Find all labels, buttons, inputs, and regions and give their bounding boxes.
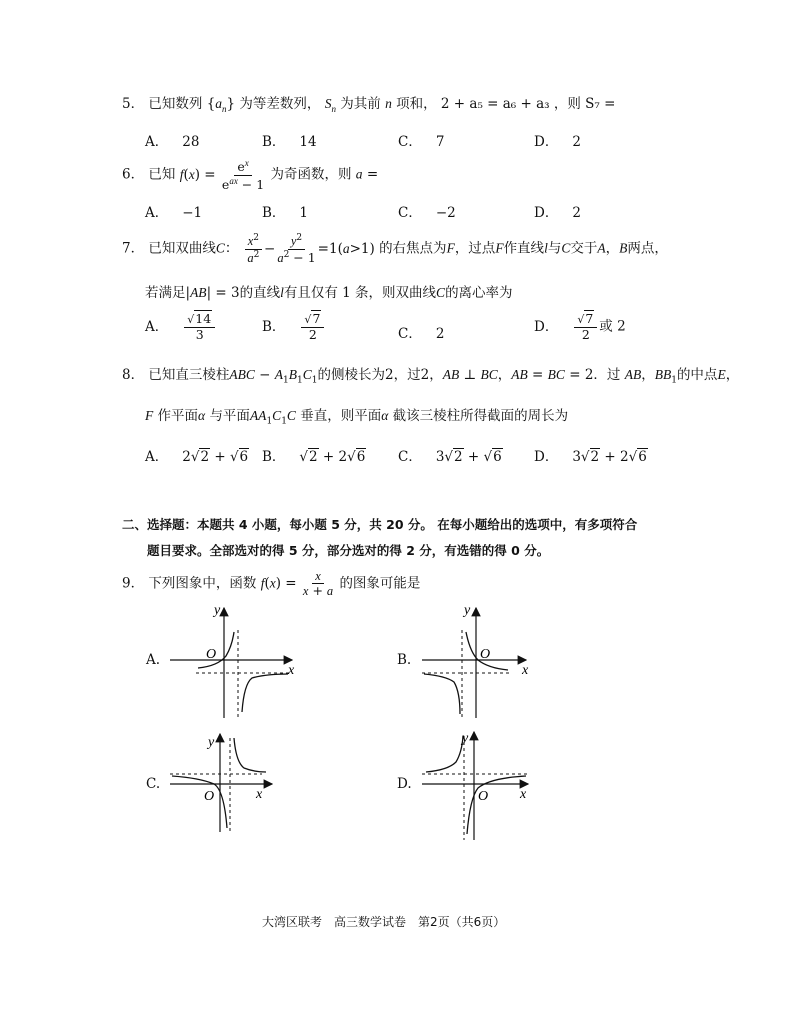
graph-b[interactable] — [418, 602, 548, 724]
option-c[interactable]: C． 2 — [398, 326, 445, 342]
option-b[interactable]: B． 1 — [262, 205, 309, 221]
question-number: 7． — [122, 240, 145, 257]
option-c[interactable]: C． −2 — [398, 205, 456, 221]
svg-text:O: O — [206, 647, 217, 662]
option-a[interactable]: A． −1 — [145, 205, 203, 221]
question-8: 8． 已知直三棱柱ABC − $A_1B_1C_1$的侧棱长为2，过2，AB ⊥ BC，AB = BC = 2．过 AB，$BB_1$的中点E， — [122, 367, 740, 386]
question-7: 7． 已知双曲线C： $\frac{x^2}{a^2}$ − $\frac{y^2}{a^2 - 1}$ =1(a>1) 的右焦点为F，过点F作直线l与C交于A，B两点， — [122, 233, 668, 265]
section-2-heading-line2: 题目要求。全部选对的得 5 分，部分选对的得 2 分，有选错的得 0 分。 — [147, 543, 550, 558]
graph-b-label[interactable]: B. — [397, 652, 412, 668]
svg-text:x: x — [522, 663, 529, 678]
svg-text:y: y — [214, 603, 221, 618]
function-expression: f(x) = $\frac{e^x}{e^{ax} - 1}$ — [179, 158, 265, 192]
option-d[interactable]: D． 2 — [534, 134, 581, 150]
option-c[interactable]: C． 7 — [398, 134, 445, 150]
svg-text:y: y — [462, 731, 469, 746]
equation: 2 + a₅ = a₆ + a₃ — [440, 96, 550, 112]
svg-text:O: O — [478, 789, 489, 804]
page-footer: 大湾区联考 高三数学试卷 第2页（共6页） — [262, 915, 506, 929]
option-a[interactable]: A． 2√2 + √6 — [145, 449, 249, 465]
sequence-symbol: $\{a_n\}$ — [206, 96, 236, 114]
option-b[interactable]: B． √2 + 2√6 — [262, 449, 366, 465]
graph-d-label[interactable]: D. — [397, 776, 412, 792]
question-7-line2: 若满足|AB| = 3的直线l有且仅有 1 条，则双曲线C的离心率为 — [145, 285, 513, 301]
graph-a-label[interactable]: A. — [146, 652, 161, 668]
option-d[interactable]: D． 2 — [534, 205, 581, 221]
question-5: 5． 已知数列 $\{a_n\}$ 为等差数列， $S_n$ 为其前 n 项和， 2 + a₅ = a₆ + a₃ ，则 S₇ = — [122, 96, 616, 114]
option-b[interactable]: B． 14 — [262, 134, 317, 150]
option-d[interactable]: D． 3√2 + 2√6 — [534, 449, 647, 465]
section-2-heading-line1: 二、选择题：本题共 4 小题，每小题 5 分，共 20 分。 在每小题给出的选项中，有多项符合 — [122, 517, 638, 532]
option-b[interactable]: B． $\frac{√7}{2}$ — [262, 312, 326, 342]
question-9: 9． 下列图象中，函数 f(x) = $\frac{x}{x + a}$ 的图象可能是 — [122, 569, 421, 599]
question-number: 5． — [122, 96, 145, 112]
graph-c-label[interactable]: C. — [146, 776, 161, 792]
option-d[interactable]: D． $\frac{√7}{2}$ 或 2 — [534, 311, 626, 342]
svg-text:O: O — [480, 647, 491, 662]
option-a[interactable]: A． 28 — [145, 134, 200, 150]
svg-text:O: O — [204, 789, 215, 804]
question-6: 6． 已知 f(x) = $\frac{e^x}{e^{ax} - 1}$ 为奇函数，则 a = — [122, 158, 379, 192]
question-number: 9． — [122, 575, 145, 592]
svg-text:y: y — [464, 603, 471, 618]
svg-text:x: x — [256, 787, 263, 802]
graph-c[interactable] — [170, 728, 280, 842]
option-a[interactable]: A． $\frac{√14}{3}$ — [145, 312, 217, 342]
hyperbola-equation: $\frac{x^2}{a^2}$ − $\frac{y^2}{a^2 - 1}$ =1(a>1) — [243, 241, 379, 257]
question-number: 6． — [122, 166, 145, 183]
option-c[interactable]: C． 3√2 + √6 — [398, 449, 502, 465]
svg-text:x: x — [288, 663, 295, 678]
question-8-line2: F 作平面α 与平面$AA_1C_1C$ 垂直，则平面α 截该三棱柱所得截面的周长为 — [145, 408, 569, 427]
graph-d[interactable] — [418, 728, 548, 846]
graph-a[interactable] — [170, 602, 300, 724]
svg-text:x: x — [520, 787, 527, 802]
svg-text:y: y — [208, 735, 215, 750]
question-number: 8． — [122, 367, 145, 383]
